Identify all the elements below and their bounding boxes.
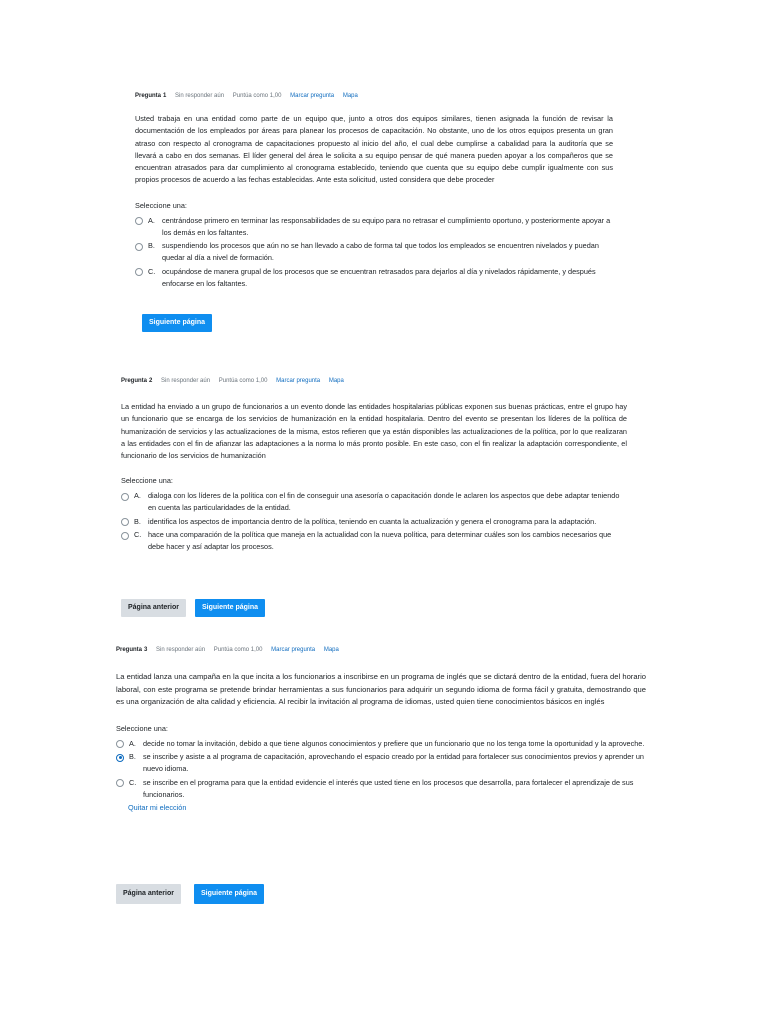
- map-link[interactable]: Mapa: [323, 647, 339, 653]
- next-page-button[interactable]: Siguiente página: [142, 314, 212, 332]
- radio-icon[interactable]: [121, 493, 129, 501]
- answer-list: [135, 215, 613, 290]
- question-1: [135, 93, 613, 291]
- question-status: Sin responder aún: [161, 378, 211, 384]
- answer-prompt: Seleccione una:: [121, 476, 173, 486]
- radio-icon[interactable]: [116, 740, 124, 748]
- radio-icon[interactable]: [121, 518, 129, 526]
- question-grade: Puntúa como 1,00: [218, 378, 268, 384]
- answer-option-a[interactable]: A. centrándose primero en terminar las responsabilidades de su equipo para no retrasar el cumplimiento oportuno, y posteriormente apoyar a los demás en los faltantes.: [135, 215, 613, 239]
- answer-prompt: Seleccione una:: [135, 200, 187, 210]
- radio-icon[interactable]: [116, 779, 124, 787]
- question-text: Usted trabaja en una entidad como parte de un equipo que, junto a otros dos equipos similares, tienen asignada la función de revisar la documentación de los empleados por áreas para planear los procesos de capacitación. No obstante, uno de los otros equipos presenta un gran atraso con respecto al cronograma de capacitaciones propuesto al inicio del año, el cual debe cumplirse a cabalidad para la auditoría que se llevará a cabo en dos semanas. El líder general del área le solicita a su equipo pensar de qué manera pueden apoyar a los compañeros que se encuentran atrasados para dar cumplimiento al cronograma establecido, teniendo que cuenta que su equipo debe cumplir igualmente con sus propios procesos de acuerdo a las fechas establecidas. Ante esta solicitud, usted considera que debe proceder: [135, 114, 613, 185]
- question-number-label: Pregunta 1: [135, 93, 167, 99]
- question-grade: Puntúa como 1,00: [213, 647, 263, 653]
- question-info: [121, 378, 627, 384]
- question-status: Sin responder aún: [156, 647, 206, 653]
- flag-question-link[interactable]: Marcar pregunta: [271, 647, 316, 653]
- radio-icon[interactable]: [135, 268, 143, 276]
- next-page-button[interactable]: Siguiente página: [195, 599, 265, 617]
- radio-icon[interactable]: [121, 532, 129, 540]
- answer-prompt: Seleccione una:: [116, 723, 168, 733]
- answer-option-c[interactable]: C. se inscribe en el programa para que la entidad evidencie el interés que usted tiene en los procesos que desarrolla, para fortalecer el aprendizaje de sus funcionarios.: [116, 777, 646, 801]
- previous-page-button[interactable]: Página anterior: [121, 599, 186, 617]
- map-link[interactable]: Mapa: [342, 93, 358, 99]
- question-number-label: Pregunta 3: [116, 647, 148, 653]
- question-2: [121, 378, 627, 555]
- question-grade: Puntúa como 1,00: [232, 93, 282, 99]
- question-3: [116, 647, 646, 812]
- question-info: [116, 647, 646, 653]
- question-number-label: Pregunta 2: [121, 378, 153, 384]
- answer-option-b[interactable]: B. suspendiendo los procesos que aún no se han llevado a cabo de forma tal que todos los empleados se encuentren nivelados y puedan quedar al día a nivel de formación.: [135, 240, 613, 264]
- radio-icon[interactable]: [135, 243, 143, 251]
- question-text: La entidad ha enviado a un grupo de funcionarios a un evento donde las entidades hospitalarias públicas exponen sus buenas prácticas, entre el grupo hay un funcionario que se encarga de los servicios de humanización en la entidad hospitalaria. Dentro del evento se presentan los líderes de la política de humanización de servicios y las actualizaciones de la misma, estos refieren que ya están disponibles las actualizaciones de la política, por lo que realizaran a las entidades con el fin de afianzar las adaptaciones a la norma lo más pronto posible. En este caso, con el fin realizar la adaptación correspondiente, el funcionario de los servicios de humanización: [121, 402, 627, 461]
- question-text: La entidad lanza una campaña en la que incita a los funcionarios a inscribirse en un programa de inglés que se dictará dentro de la entidad, fuera del horario laboral, con este programa se pretende brindar herramientas a sus funcionarios para adquirir un segundo idioma de forma fácil y gratuita, demostrando que es una organización de alta calidad y eficiencia. Al recibir la invitación al programa de idiomas, usted quien tiene conocimientos básicos en inglés: [116, 672, 646, 707]
- clear-choice-link[interactable]: Quitar mi elección: [128, 802, 187, 812]
- question-status: Sin responder aún: [175, 93, 225, 99]
- answer-option-a[interactable]: A. dialoga con los líderes de la política con el fin de conseguir una asesoría o capacitación donde le aclaren los aspectos que debe adaptar teniendo en cuenta las particularidades de la entidad.: [121, 490, 627, 514]
- radio-icon[interactable]: [135, 217, 143, 225]
- question-info: [135, 93, 613, 99]
- radio-checked-icon[interactable]: [116, 754, 124, 762]
- map-link[interactable]: Mapa: [328, 378, 344, 384]
- answer-list: [116, 738, 646, 801]
- answer-option-b[interactable]: B. identifica los aspectos de importancia dentro de la política, teniendo en cuanta la actualización y genera el cronograma para la adaptación.: [121, 516, 627, 528]
- flag-question-link[interactable]: Marcar pregunta: [290, 93, 335, 99]
- answer-option-c[interactable]: C. ocupándose de manera grupal de los procesos que se encuentran retrasados para dejarlos al día y nivelados rápidamente, y después enfocarse en los faltantes.: [135, 266, 613, 290]
- next-page-button[interactable]: Siguiente página: [194, 884, 264, 904]
- answer-option-a[interactable]: A. decide no tomar la invitación, debido a que tiene algunos conocimientos y prefiere que un funcionario que no los tenga tome la oportunidad y la aproveche.: [116, 738, 646, 750]
- answer-option-b[interactable]: B. se inscribe y asiste a al programa de capacitación, aprovechando el espacio creado por la entidad para fortalecer sus conocimientos previos y aprender un nuevo idioma.: [116, 751, 646, 775]
- answer-list: [121, 490, 627, 553]
- flag-question-link[interactable]: Marcar pregunta: [276, 378, 321, 384]
- answer-option-c[interactable]: C. hace una comparación de la política que maneja en la actualidad con la nueva política, para determinar cuáles son los cambios necesarios que debe hacer y así adaptar los procesos.: [121, 529, 627, 553]
- previous-page-button[interactable]: Página anterior: [116, 884, 181, 904]
